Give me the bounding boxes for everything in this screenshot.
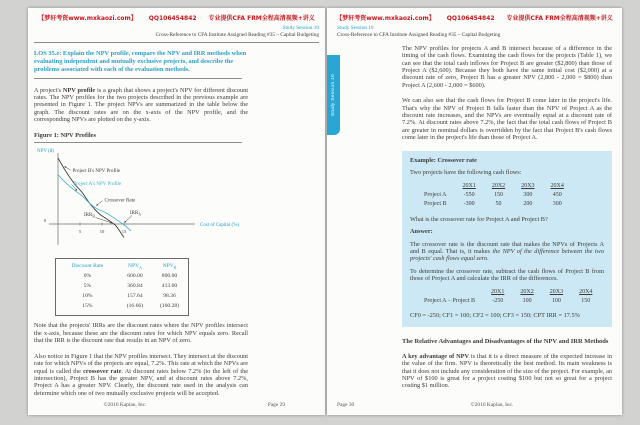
cell: (160.28) [159, 303, 180, 310]
tick-label-10: 10 [99, 228, 105, 234]
watermark-left [28, 8, 325, 22]
cell: 150 [494, 191, 504, 198]
year-header: 20X4 [550, 182, 564, 189]
table-row [56, 291, 188, 301]
year-header: 20X1 [462, 182, 476, 189]
study-session-label: Study Session 10 [337, 25, 374, 31]
curve-b-label: Project B's NPV Profile [72, 168, 121, 174]
cashflow-row-a [424, 191, 572, 200]
y-axis-label: NPV ($) [37, 148, 54, 154]
paragraph-crossover [34, 353, 248, 397]
page-left [28, 8, 325, 415]
right-page-content [402, 45, 612, 390]
cell: (16.66) [126, 303, 144, 310]
irr-b-label: $IRR_B$ [84, 212, 95, 218]
cell: 450 [552, 191, 562, 198]
difference-table [424, 289, 600, 307]
answer-italic: the NPV of the difference between the two projects' cash flows equal zero [410, 247, 604, 263]
copyright: ©2016 Kaplan, Inc. [470, 402, 514, 408]
watermark-tagline: 专业提供CFA FRM全程高清视频+讲义 [506, 15, 613, 22]
header-rule [34, 42, 319, 43]
cell: 360.84 [127, 282, 143, 289]
year-header: 20X2 [520, 288, 534, 295]
npv-header-sub-b: B [173, 265, 177, 270]
irr-a-label: $IRR_A$ [130, 210, 141, 216]
paragraph-timing: We can also see that the cash flows for Project B come later in the project's life. That's why the NPV of Project B falls faster than the NPV of Project A as the discount rate increases, and the NPVs are eventually equal at a discount rate of 7.2%. At discount rates above 7.2%, the fact that the total cash flows of Project B are greater in nominal dollars is overridden by the fact that Project B's cash flows come later in the project's life than those of Project A. [402, 97, 612, 142]
watermark-tagline: 专业提供CFA FRM全程高清视频+讲义 [208, 15, 315, 22]
col-npv-a [119, 263, 151, 271]
study-session-tab [327, 55, 340, 135]
paragraph-text: is a graph that shows a project's NPV for different discount rates. The NPV profiles for the two projects described in the previous example are presented in Figure 1. The project NPVs are summarized in the table below the graph. The discount rates are on the x-axis of the NPV profile, and the corresponding NPVs are plotted on the y-axis. [34, 86, 248, 124]
figure-rule [34, 142, 242, 143]
los-rule [34, 78, 242, 79]
difference-header-row [424, 289, 600, 297]
answer-text: . [487, 255, 489, 263]
paragraph-text: A project's [34, 86, 63, 94]
cell: -300 [463, 201, 475, 208]
bold-term: A key advantage of NPV [402, 352, 470, 360]
irr-a-arrow [125, 215, 133, 222]
cell: 150 [581, 297, 591, 304]
table-row [56, 301, 188, 311]
paragraph-text: . At discount rates below 7.2% (to the left of the intersection), Project B has the greater NPV, and at discount rates above 7.2%, Project A has a greater NPV. Clearly, the discount rate used in the analysis can determine which one of two mutually exclusive projects will be accepted. [34, 367, 249, 397]
watermark-qq: QQ106454842 [446, 15, 495, 22]
paragraph-irr-note: Note that the projects' IRRs are the discount rates where the NPV profiles intersect the x-axis, because these are the discount rates for which NPV equals zero. Recall that the IRR is the discount rate that results in an NPV of zero. [34, 322, 248, 345]
npv-profile-svg [34, 144, 248, 250]
cell: 10% [82, 293, 93, 300]
cell: 600.00 [127, 272, 143, 279]
irr-b-arrow [96, 217, 113, 223]
year-header: 20X1 [491, 288, 505, 295]
cell: 15% [82, 303, 93, 310]
cell: -550 [463, 191, 475, 198]
paragraph-npv-advantage [402, 353, 612, 390]
paragraph-intersect: The NPV profiles for projects A and B intersect because of a difference in the timing of the cash flows. Examining the cash flows for the projects (Table 1), we can see that the total cash inflows for Project B are greater ($2,800) than those of Project A ($2,600). Because they both have the same initial cost ($2,000) at a discount rate of zero, Project B has a greater NPV (2,800 - 2,000 = $800) than Project A (2,600 - 2,000 = $600). [402, 44, 612, 89]
bold-term: crossover rate [83, 367, 122, 375]
cell: 100 [551, 297, 561, 304]
watermark-qq: QQ106454842 [148, 15, 197, 22]
page-right [327, 8, 622, 415]
paragraph-text: is that it is a direct measure of the expected increase in the value of the firm. NPV is theoretically the best method. Its main weakness is that it does not include any consideration of the size of the project. For example, an NPV of $100 is great for a project costing $100 but not so great for a project costing $1 million. [402, 352, 613, 390]
cell: 157.64 [127, 293, 143, 300]
paragraph-npv-profile [34, 87, 248, 124]
bold-term: NPV profile [62, 86, 96, 94]
npv-header-base: NPV [162, 262, 174, 269]
page-number: Page 29 [267, 402, 285, 408]
cashflow-header-row [424, 183, 572, 191]
difference-row [424, 297, 600, 306]
cell: 200 [523, 201, 533, 208]
cell: 413.00 [161, 282, 178, 289]
page-header-left [34, 25, 319, 39]
figure-title: Figure 1: NPV Profiles [34, 131, 96, 139]
year-header: 20X4 [579, 288, 593, 295]
cell: -250 [492, 297, 504, 304]
watermark-brand: 【梦轩考资www.mxkaozi.com】 [38, 15, 137, 22]
study-session-label: Study Session 10 [282, 25, 319, 31]
cell: 50 [495, 201, 502, 208]
cross-reference-label: Cross-Reference to CFA Institute Assigned Reading #35 – Capital Budgeting [155, 32, 319, 39]
cashflow-row-b [424, 200, 572, 209]
npv-summary-table [55, 258, 189, 317]
crossover-arrow [97, 200, 103, 205]
answer-label: Answer: [410, 228, 433, 236]
cell: 100 [522, 297, 532, 304]
npv-header-sub-a: A [139, 265, 142, 270]
example-title: Example: Crossover rate [410, 156, 477, 164]
answer-text: The crossover rate is the discount rate that makes the NPVs of Projects A and B equal. That is, it makes [410, 240, 604, 255]
row-label: Project A − Project B [424, 297, 476, 304]
section-heading: The Relative Advantages and Disadvantages of the NPV and IRR Methods [402, 337, 609, 345]
calculator-line: CF0 = -250; CF1 = 100; CF2 = 100; CF3 = 150; CPT IRR = 17.5% [410, 312, 580, 320]
example-box [402, 151, 612, 327]
cell: 5% [83, 282, 92, 289]
table-row [56, 281, 188, 291]
curve-a-label: Project A's NPV Profile [73, 181, 122, 187]
cell: 300 [523, 191, 533, 198]
answer-paragraph-2: To determine the crossover rate, subtract the cash flows of Project B from those of Project A and calculate the IRR of the differences. [410, 267, 604, 283]
cell: 98.36 [163, 293, 176, 300]
answer-paragraph-1 [410, 241, 604, 263]
x-axis-label: Cost of Capital (%) [200, 222, 240, 228]
los-heading: LOS 35.e: Explain the NPV profile, compare the NPV and IRR methods when evaluating independent and mutually exclusive projects, and describe the problems associated with each of the evaluation methods. [34, 49, 247, 73]
tick-label-5: 5 [78, 228, 82, 234]
npv-header-base: NPV [127, 262, 140, 269]
cell: 300 [552, 201, 562, 208]
cell: 0% [83, 272, 92, 279]
year-header: 20X2 [491, 182, 506, 189]
example-question: What is the crossover rate for Project A and Project B? [410, 215, 548, 223]
watermark-right [327, 8, 622, 22]
crossover-label: Crossover Rate [104, 198, 136, 204]
origin-label: 0 [43, 217, 46, 223]
watermark-brand: 【梦轩考资www.mxkaozi.com】 [336, 15, 435, 22]
year-header: 20X3 [521, 182, 535, 189]
cell: 800.00 [161, 272, 178, 279]
paragraph-text: Also notice in Figure 1 that the NPV profiles intersect. They intersect at the discount rate for which NPVs of the projects are equal, 7.2%. This rate at which the NPVs are equal is called the [34, 352, 248, 375]
page-number: Page 30 [337, 402, 355, 408]
table-header-row [56, 263, 188, 271]
study-session-tab-label: Study Session 10 [331, 73, 336, 117]
example-intro: Two projects have the following cash flows: [410, 169, 522, 177]
row-label: Project A [424, 191, 447, 198]
empty-cell [424, 183, 455, 191]
tick-label-15: 15 [121, 228, 127, 234]
cross-reference-label: Cross-Reference to CFA Institute Assigned Reading #35 – Capital Budgeting [337, 32, 501, 39]
cashflow-table [424, 183, 572, 210]
page-header-right [337, 25, 616, 39]
table-row [56, 271, 188, 281]
col-discount-rate: Discount Rate [71, 263, 104, 270]
col-npv-b [151, 263, 188, 271]
copyright: ©2016 Kaplan, Inc. [103, 402, 147, 408]
empty-cell [424, 289, 483, 297]
curve-b-arrow [65, 166, 71, 170]
year-header: 20X3 [549, 288, 564, 295]
npv-profile-chart [34, 144, 325, 255]
row-label: Project B [424, 201, 447, 208]
